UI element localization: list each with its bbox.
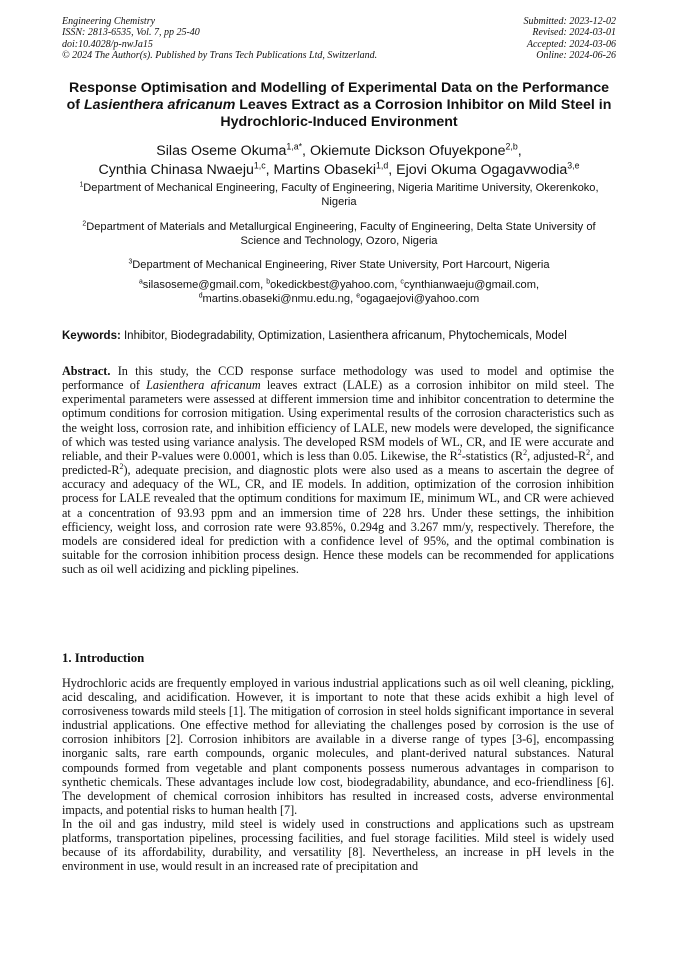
accepted-date: Accepted: 2024-03-06 xyxy=(526,38,616,50)
keywords-text: Inhibitor, Biodegradability, Optimization, Lasienthera africanum, Phytochemicals, Model xyxy=(120,330,567,342)
affiliation-num: 3 xyxy=(128,258,133,266)
author-sup: 1,a* xyxy=(286,141,303,152)
online-date: Online: 2024-06-26 xyxy=(536,50,616,62)
author-sep: , xyxy=(302,143,310,159)
email-sup: b xyxy=(266,278,271,286)
affiliation-text: Department of Mechanical Engineering, River State University, Port Harcourt, Nigeria xyxy=(132,259,550,271)
doi: doi:10.4028/p-nwJa15 xyxy=(62,38,153,50)
email: cynthianwaeju@gmail.com xyxy=(403,279,536,291)
author-name: Ejovi Okuma Ogagavwodia xyxy=(396,162,568,178)
section-heading: 1. Introduction xyxy=(62,651,145,665)
abstract-label: Abstract. xyxy=(62,364,111,378)
header-right xyxy=(524,16,617,62)
abstract-text: , and predicted-R xyxy=(62,448,614,478)
abstract-species: Lasienthera africanum xyxy=(146,378,261,393)
author-sep: , xyxy=(265,162,274,178)
author-name: Silas Oseme Okuma xyxy=(156,143,287,159)
email-sup: a xyxy=(138,278,143,286)
abstract-sup: 2 xyxy=(119,462,124,472)
paper-title xyxy=(62,80,616,131)
author-name: Okiemute Dickson Ofuyekpone xyxy=(309,143,506,159)
author-sup: 1,d xyxy=(376,160,389,171)
abstract-sup: 2 xyxy=(457,447,462,457)
email-sep: , xyxy=(535,279,540,291)
email: ogagaejovi@yahoo.com xyxy=(360,292,480,305)
abstract-sup: 2 xyxy=(586,447,591,457)
header-left xyxy=(62,16,377,62)
title-part2: Leaves Extract as a Corrosion Inhibitor on Mild Steel in Hydrochloric-Induced Environment xyxy=(220,97,612,130)
introduction-body xyxy=(62,676,614,873)
abstract-text: ), adequate precision, and diagnostic plots were also used as a means to ascertain the degree of accuracy and adequacy of the WL, CR, and IE models. In addition, optimization of the corrosion inhibition process for LALE revealed that the optimum conditions for maximum IE, minimum WL, and CR were achieved at a concentration of 93.93 ppm and an immersion time of 228 hrs. Under these settings, the inhibition efficiency, weight loss, and corrosion rate were 93.85%, 0.294g and 3.267 mm/y, respectively. Therefore, the models are considered ideal for prediction with a confidence level of 95%, and the optimal combination is suitable for the corrosion inhibition process design. Hence these models can be recommended for applications such as oil well acidizing and pickling pipelines. xyxy=(62,463,614,577)
abstract-text: In this study, the CCD response surface methodology was used to model and optimise the performance of xyxy=(62,364,614,393)
author-line-1 xyxy=(62,142,616,161)
author-line-2 xyxy=(62,161,616,180)
title-part1: Response Optimisation and Modelling of Experimental Data on the Performance of xyxy=(66,80,609,113)
affiliation xyxy=(62,182,616,209)
title-species: Lasienthera africanum xyxy=(83,97,236,113)
keywords-label: Keywords: xyxy=(62,330,121,342)
paragraph: Hydrochloric acids are frequently employed in various industrial applications such as oil well cleaning, pickling, acid descaling, and acidification. However, it is important to note that these acids exhibit a high level of corrosiveness towards mild steels [1]. The mitigation of corrosion in steel holds significant importance in several industrial applications. One effective method for alleviating the challenges posed by corrosion is the use of corrosion inhibitors [2]. Corrosion inhibitors are available in a diverse range of types [3-6], encompassing inorganic salts, rare earth compounds, organic molecules, and plant-derived natural substances. Natural compounds formed from vegetable and plant components possess numerous advantages in comparison to synthetic chemicals. These advantages include low cost, biodegradability, abundance, and eco-friendliness [6]. The development of chemical corrosion inhibitors has resulted in increased costs, adverse environmental impacts, and potential risks to human health [7]. xyxy=(62,676,614,817)
email-line-2 xyxy=(62,293,616,307)
author-emails xyxy=(62,279,616,306)
abstract-text: leaves extract (LALE) as a corrosion inhibitor on mild steel. The experimental parameters were assessed at different immersion time and inhibitor concentration to determine the optimum conditions for corrosion mitigation. Using experimental results of the corrosion characteristics such as the weight loss, corrosion rate, and inhibition efficiency of LALE, new models were developed, the significance of which was tested using variance analysis. The developed RSM models of WL, CR, and IE were accurate and reliable, and their P-values were 0.0001, which is less than 0.05. Likewise, the R xyxy=(62,378,614,463)
submitted-date: Submitted: 2023-12-02 xyxy=(523,16,616,27)
email: okedickbest@yahoo.com xyxy=(270,279,395,291)
issn: ISSN: 2813-6535, Vol. 7, pp 25-40 xyxy=(62,27,200,39)
author-name: Cynthia Chinasa Nwaeju xyxy=(98,162,254,178)
email-sup: d xyxy=(198,291,203,299)
email: silasoseme@gmail.com xyxy=(142,279,261,291)
abstract-text: -statistics (R xyxy=(461,448,524,463)
copyright: © 2024 The Author(s). Published by Trans Tech Publications Ltd, Switzerland. xyxy=(62,50,378,62)
author-sup: 2,b xyxy=(505,141,518,152)
abstract xyxy=(62,364,614,576)
email-line-1 xyxy=(62,279,616,293)
affiliation xyxy=(62,221,616,248)
abstract-sup: 2 xyxy=(523,447,528,457)
email-sup: c xyxy=(400,278,404,286)
revised-date: Revised: 2024-03-01 xyxy=(532,27,616,39)
email-sep: , xyxy=(394,279,401,291)
affiliation-num: 1 xyxy=(79,181,84,189)
email-sep: , xyxy=(350,292,357,305)
affiliation-num: 2 xyxy=(82,220,87,228)
author-list xyxy=(62,142,616,180)
affiliation xyxy=(62,259,616,273)
affiliation-text: Department of Materials and Metallurgical Engineering, Faculty of Engineering, Delta State University of Science and Technology, Ozoro, Nigeria xyxy=(86,221,596,247)
email: martins.obaseki@nmu.edu.ng xyxy=(202,292,351,305)
author-name: Martins Obaseki xyxy=(273,162,376,178)
author-sup: 1,c xyxy=(253,160,266,171)
affiliation-text: Department of Mechanical Engineering, Faculty of Engineering, Nigeria Maritime University, Okerenkoko, Nigeria xyxy=(83,182,599,208)
paragraph: In the oil and gas industry, mild steel is widely used in constructions and applications such as upstream platforms, transportation pipelines, processing facilities, and fuel storage facilities. Mild steel is widely used because of its affordability, durability, and versatility [8]. Nevertheless, an increase in pH levels in the environment in use, would result in an increased rate of precipitation and xyxy=(62,816,614,874)
author-sup: 3,e xyxy=(567,160,580,171)
email-sep: , xyxy=(260,279,267,291)
keywords xyxy=(62,329,622,343)
abstract-text: , adjusted-R xyxy=(527,448,587,463)
author-sep: , xyxy=(388,162,397,178)
journal-name: Engineering Chemistry xyxy=(62,16,156,27)
author-sep: , xyxy=(517,143,522,159)
email-sup: e xyxy=(356,291,361,299)
